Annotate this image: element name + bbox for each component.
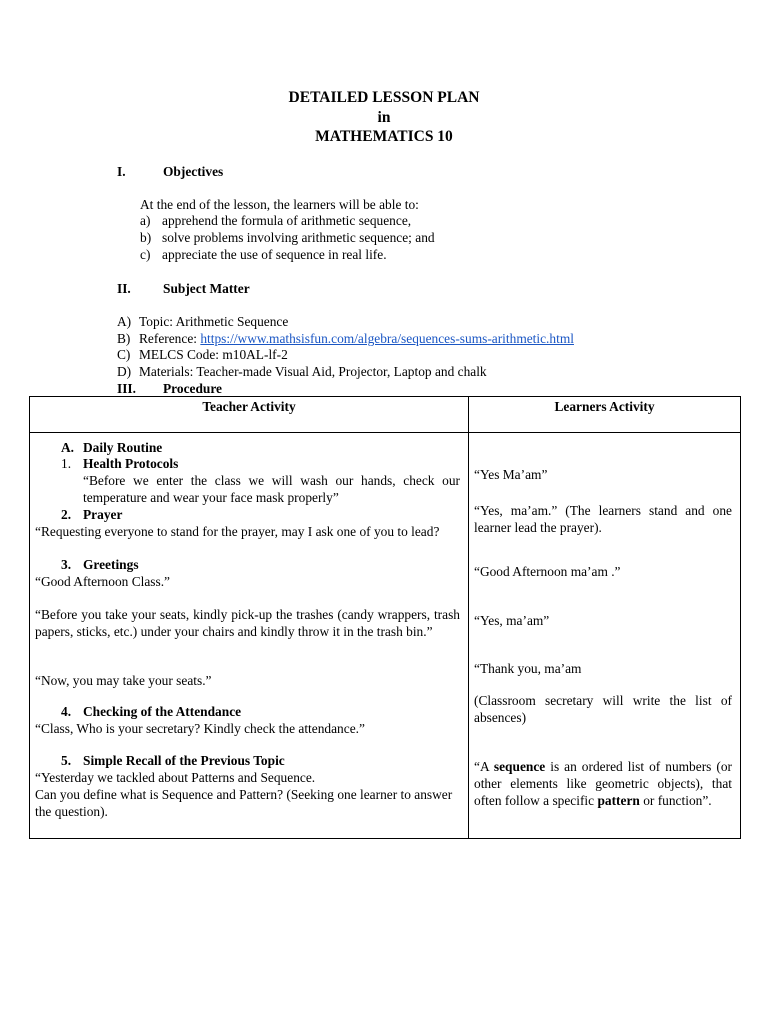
learners-activity-cell (469, 433, 741, 839)
list-marker: b) (140, 230, 152, 245)
list-marker: 2. (61, 507, 72, 522)
definition-text: or function”. (639, 792, 712, 808)
table-row (30, 433, 741, 839)
recall-text-line: “Yesterday we tackled about Patterns and Sequence. (35, 770, 316, 785)
attendance-label: Checking of the Attendance (83, 704, 242, 719)
section-number: I. (117, 164, 126, 179)
activity-table (29, 396, 741, 839)
list-marker: 1. (61, 456, 72, 471)
definition-text: is an ordered list of numbers (or other elements like geometric objects), that often follow a specific (474, 759, 732, 808)
list-marker: D) (117, 364, 132, 379)
item-label: MELCS Code: (139, 347, 223, 362)
objective-text: solve problems involving arithmetic sequence; and (162, 230, 435, 245)
learner-response: (Classroom secretary will write the list of absences) (474, 693, 732, 725)
column-header-learners: Learners Activity (469, 397, 741, 433)
topic-value: Arithmetic Sequence (175, 314, 289, 329)
definition-text: “A (474, 759, 494, 774)
list-marker: B) (117, 331, 131, 346)
list-marker: A. (61, 440, 75, 455)
item-label: Topic: (139, 314, 176, 329)
section-label: Procedure (163, 381, 223, 396)
learner-response: “Yes, ma’am.” (The learners stand and one learner lead the prayer). (474, 503, 732, 535)
list-marker: c) (140, 247, 151, 262)
objectives-intro: At the end of the lesson, the learners will be able to: (140, 197, 419, 212)
learner-response: “Yes Ma’am” (474, 467, 548, 482)
item-label: Materials: (139, 364, 197, 379)
health-protocols-text: “Before we enter the class we will wash our hands, check our temperature and wear your face mask properly” (83, 473, 460, 505)
health-protocols-label: Health Protocols (83, 456, 179, 471)
trash-instruction-text: “Before you take your seats, kindly pick-up the trashes (candy wrappers, trash papers, sticks, etc.) under your chairs and kindly throw it in the trash bin.” (35, 607, 460, 639)
document-title-connector: in (377, 109, 391, 126)
teacher-activity-cell (30, 433, 469, 839)
materials-value: Teacher-made Visual Aid, Projector, Laptop and chalk (196, 364, 487, 379)
document-subject: MATHEMATICS 10 (315, 128, 453, 145)
greetings-label: Greetings (83, 557, 139, 572)
list-marker: 4. (61, 704, 72, 719)
objective-text: appreciate the use of sequence in real life. (162, 247, 387, 262)
item-label: Reference: (139, 331, 201, 346)
list-marker: A) (117, 314, 132, 329)
section-label: Subject Matter (163, 281, 250, 296)
list-marker: a) (140, 213, 151, 228)
table-header-row (30, 397, 741, 433)
recall-label: Simple Recall of the Previous Topic (83, 753, 285, 768)
list-marker: 5. (61, 753, 72, 768)
section-number: III. (117, 381, 136, 396)
take-seats-text: “Now, you may take your seats.” (35, 673, 212, 688)
sequence-definition (474, 759, 732, 809)
greetings-text: “Good Afternoon Class.” (35, 574, 170, 589)
learner-response: “Thank you, ma’am (474, 661, 582, 676)
attendance-text: “Class, Who is your secretary? Kindly check the attendance.” (35, 721, 365, 736)
section-number: II. (117, 281, 131, 296)
term-sequence: sequence (493, 759, 546, 774)
prayer-text: “Requesting everyone to stand for the prayer, may I ask one of you to lead? (35, 524, 440, 539)
document-title: DETAILED LESSON PLAN (288, 89, 480, 106)
term-pattern: pattern (597, 792, 640, 808)
routine-label: Daily Routine (83, 440, 163, 455)
list-marker: C) (117, 347, 131, 362)
column-header-teacher: Teacher Activity (30, 397, 469, 433)
section-label: Objectives (163, 164, 224, 179)
reference-link[interactable]: https://www.mathsisfun.com/algebra/sequences-sums-arithmetic.html (200, 331, 574, 346)
list-marker: 3. (61, 557, 72, 572)
learner-response: “Yes, ma’am” (474, 613, 550, 628)
recall-question-text: Can you define what is Sequence and Pattern? (Seeking one learner to answer the question). (35, 787, 453, 819)
prayer-label: Prayer (83, 507, 123, 522)
melcs-code-value: m10AL-lf-2 (222, 347, 288, 362)
objective-text: apprehend the formula of arithmetic sequence, (162, 213, 412, 228)
learner-response: “Good Afternoon ma’am .” (474, 564, 621, 579)
